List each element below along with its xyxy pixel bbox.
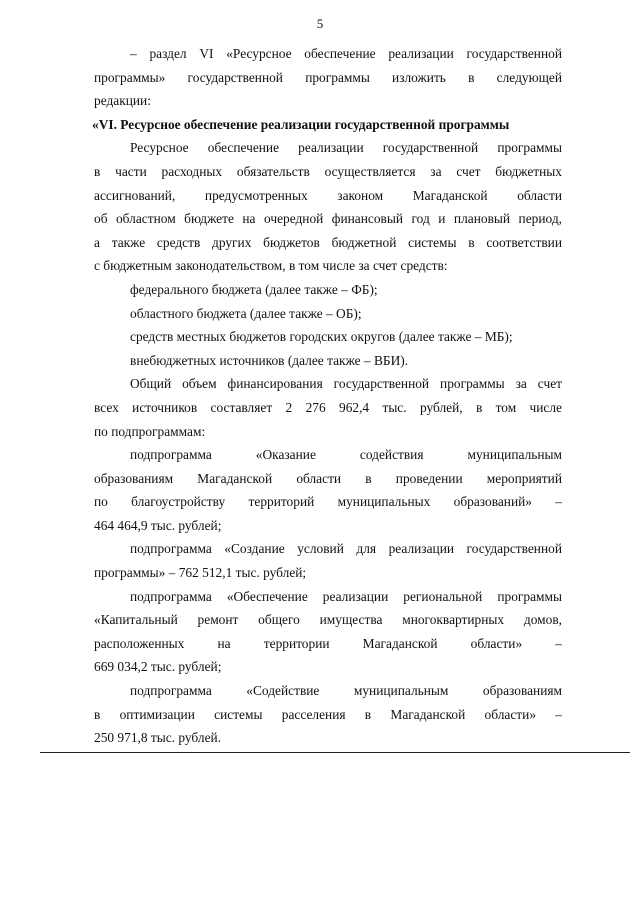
section-title: «VI. Ресурсное обеспечение реализации государственной программы — [92, 116, 510, 132]
paragraph-line: ассигнований, предусмотренных законом Магаданской области — [94, 187, 562, 203]
subprogram-line: в оптимизации системы расселения в Магаданской области» – — [94, 706, 562, 722]
subprogram-line: подпрограмма «Обеспечение реализации региональной программы — [130, 588, 562, 604]
subprogram-amount: 669 034,2 тыс. рублей; — [94, 659, 222, 675]
paragraph-line: с бюджетным законодательством, в том числе за счет средств: — [94, 258, 448, 274]
intro-line: программы» государственной программы изложить в следующей — [94, 69, 562, 85]
paragraph-line: в части расходных обязательств осуществляется за счет бюджетных — [94, 163, 562, 179]
total-funding-line: всех источников составляет 2 276 962,4 тыс. рублей, в том числе — [94, 399, 562, 415]
subprogram-amount: программы» – 762 512,1 тыс. рублей; — [94, 565, 307, 581]
subprogram-line: подпрограмма «Содействие муниципальным образованиям — [130, 683, 562, 699]
intro-line: – раздел VI «Ресурсное обеспечение реализации государственной — [130, 46, 562, 61]
subprogram-amount: 464 464,9 тыс. рублей; — [94, 517, 222, 533]
intro-line: редакции: — [94, 93, 151, 109]
funding-source-item: средств местных бюджетов городских округов (далее также – МБ); — [130, 329, 513, 345]
funding-source-item: федерального бюджета (далее также – ФБ); — [130, 281, 378, 297]
paragraph-line: а также средств других бюджетов бюджетной системы в соответствии — [94, 234, 562, 250]
subprogram-line: подпрограмма «Оказание содействия муниципальным — [130, 447, 562, 463]
total-funding-line: Общий объем финансирования государственной программы за счет — [130, 376, 562, 392]
subprogram-line: «Капитальный ремонт общего имущества многоквартирных домов, — [94, 612, 562, 628]
funding-source-item: областного бюджета (далее также – ОБ); — [130, 305, 362, 321]
total-funding-line: по подпрограммам: — [94, 423, 206, 439]
subprogram-amount: 250 971,8 тыс. рублей. — [94, 730, 222, 746]
bottom-divider — [40, 752, 630, 753]
page-number: 5 — [316, 16, 324, 31]
document-body — [94, 42, 562, 750]
subprogram-line: расположенных на территории Магаданской области» – — [94, 635, 562, 651]
paragraph-line: Ресурсное обеспечение реализации государственной программы — [130, 140, 562, 156]
subprogram-line: подпрограмма «Создание условий для реализации государственной — [130, 541, 562, 557]
funding-source-item: внебюджетных источников (далее также – ВБИ). — [130, 352, 409, 368]
paragraph-line: об областном бюджете на очередной финансовый год и плановый период, — [94, 211, 562, 227]
subprogram-line: по благоустройству территорий муниципальных образований» – — [94, 494, 562, 510]
subprogram-line: образованиям Магаданской области в проведении мероприятий — [94, 470, 562, 486]
